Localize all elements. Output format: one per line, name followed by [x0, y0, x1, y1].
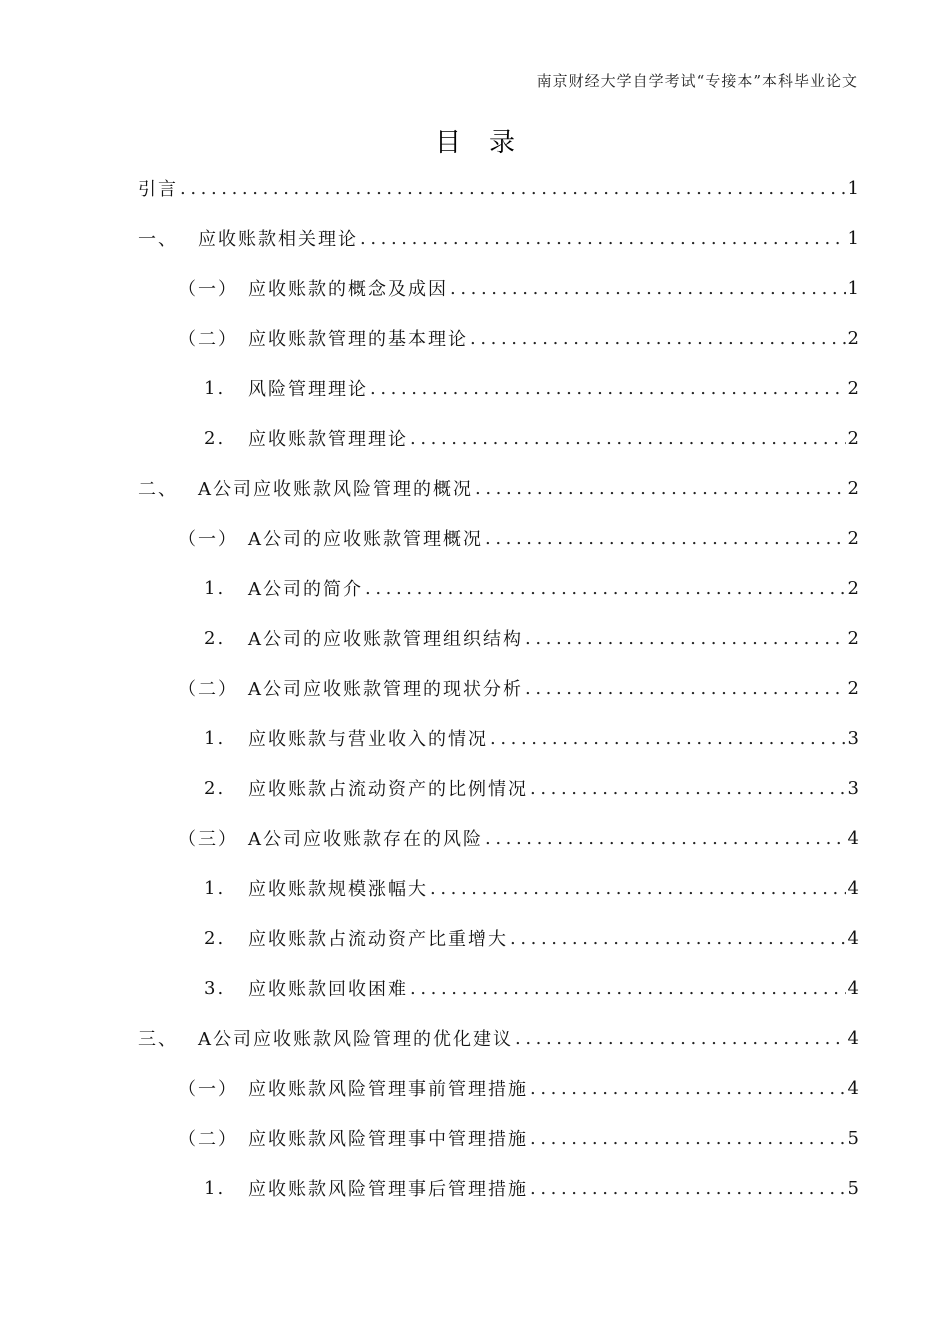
toc-leader-dots [410, 978, 846, 999]
toc-entry-subsection[interactable] [204, 918, 859, 958]
toc-leader-dots [530, 1128, 846, 1149]
toc-page-number: 2 [847, 427, 859, 449]
toc-leader-dots [450, 278, 846, 299]
toc-entry-chapter[interactable] [138, 1018, 859, 1058]
toc-leader-dots [475, 478, 846, 499]
toc-page-number: 5 [847, 1127, 859, 1149]
toc-entry-number: 二、 [138, 479, 178, 500]
toc-entry-section[interactable] [178, 1068, 859, 1108]
toc-page-number: 4 [847, 827, 859, 849]
toc-entry-section[interactable] [178, 518, 859, 558]
toc-entry-number: 1. [204, 877, 226, 899]
toc-entry-number: （一） [178, 279, 238, 300]
toc-page-number: 4 [847, 877, 859, 899]
toc-entry-subsection[interactable] [204, 368, 859, 408]
toc-entry-number: 2. [204, 627, 226, 649]
toc-page-number: 4 [847, 927, 859, 949]
toc-entry-label: A公司的应收账款管理概况 [248, 529, 483, 550]
toc-leader-dots [530, 778, 846, 799]
toc-leader-dots [525, 678, 846, 699]
toc-entry-number: 一、 [138, 229, 178, 250]
toc-entry-label: A公司应收账款风险管理的概况 [198, 479, 473, 500]
toc-entry-subsection[interactable] [204, 968, 859, 1008]
toc-entry-label: 应收账款回收困难 [248, 979, 408, 1000]
toc-entry-subsection[interactable] [204, 768, 859, 808]
toc-leader-dots [485, 828, 846, 849]
toc-entry-section[interactable] [178, 1118, 859, 1158]
toc-leader-dots [430, 878, 846, 899]
toc-entry-label: 应收账款风险管理事后管理措施 [248, 1179, 528, 1200]
toc-page-number: 4 [847, 1027, 859, 1049]
toc-page-number: 2 [847, 627, 859, 649]
toc-entry-section[interactable] [178, 668, 859, 708]
toc-entry-subsection[interactable] [204, 868, 859, 908]
toc-entry-subsection[interactable] [204, 718, 859, 758]
toc-entry-number: 1. [204, 1177, 226, 1199]
toc-leader-dots [525, 628, 846, 649]
toc-entry-label: 应收账款风险管理事中管理措施 [248, 1129, 528, 1150]
toc-page-number: 2 [847, 477, 859, 499]
toc-leader-dots [530, 1178, 846, 1199]
toc-leader-dots [365, 578, 846, 599]
toc-entry-label: 引言 [138, 179, 178, 200]
toc-entry-label: 应收账款与营业收入的情况 [248, 729, 488, 750]
toc-entry-label: 应收账款相关理论 [198, 229, 358, 250]
toc-entry-label: A公司应收账款管理的现状分析 [248, 679, 523, 700]
toc-page-number: 4 [847, 977, 859, 999]
toc-entry-chapter[interactable] [138, 218, 859, 258]
toc-entry-subsection[interactable] [204, 568, 859, 608]
toc-entry-section[interactable] [178, 268, 859, 308]
toc-page-number: 1 [847, 277, 859, 299]
toc-entry-number: （一） [178, 1079, 238, 1100]
toc-entry-label: 应收账款的概念及成因 [248, 279, 448, 300]
toc-page-number: 5 [847, 1177, 859, 1199]
toc-entry-label: 应收账款管理理论 [248, 429, 408, 450]
toc-leader-dots [470, 328, 846, 349]
toc-leader-dots [510, 928, 846, 949]
toc-entry-number: （二） [178, 1129, 238, 1150]
toc-entry-number: 3. [204, 977, 226, 999]
toc-leader-dots [360, 228, 846, 249]
toc-page-number: 2 [847, 377, 859, 399]
toc-entry-label: 应收账款占流动资产比重增大 [248, 929, 508, 950]
toc-entry-chapter[interactable] [138, 468, 859, 508]
toc-entry-number: （一） [178, 529, 238, 550]
toc-entry-label: A公司应收账款风险管理的优化建议 [198, 1029, 513, 1050]
toc-page-number: 2 [847, 577, 859, 599]
toc-leader-dots [485, 528, 846, 549]
toc-entry-label: 应收账款占流动资产的比例情况 [248, 779, 528, 800]
toc-leader-dots [490, 728, 846, 749]
toc-entry-label: A公司应收账款存在的风险 [248, 829, 483, 850]
toc-entry-label: 应收账款管理的基本理论 [248, 329, 468, 350]
toc-page-number: 2 [847, 527, 859, 549]
toc-entry-intro[interactable] [138, 168, 859, 208]
toc-page-number: 3 [847, 727, 859, 749]
toc-entry-number: 2. [204, 427, 226, 449]
toc-page-number: 1 [847, 177, 859, 199]
toc-entry-label: 应收账款规模涨幅大 [248, 879, 428, 900]
toc-page-number: 4 [847, 1077, 859, 1099]
toc-page-number: 2 [847, 677, 859, 699]
toc-entry-number: （二） [178, 329, 238, 350]
toc-entry-number: 2. [204, 927, 226, 949]
page-title: 目录 [434, 128, 543, 158]
toc-entry-label: 应收账款风险管理事前管理措施 [248, 1079, 528, 1100]
toc-entry-number: 1. [204, 377, 226, 399]
toc-entry-section[interactable] [178, 818, 859, 858]
toc-page-number: 3 [847, 777, 859, 799]
toc-entry-subsection[interactable] [204, 1168, 859, 1208]
toc-entry-label: 风险管理理论 [248, 379, 368, 400]
toc-entry-number: （二） [178, 679, 238, 700]
toc-leader-dots [410, 428, 846, 449]
toc-entry-subsection[interactable] [204, 418, 859, 458]
toc-leader-dots [180, 178, 846, 199]
toc-page-number: 1 [847, 227, 859, 249]
toc-entry-number: （三） [178, 829, 238, 850]
toc-entry-number: 三、 [138, 1029, 178, 1050]
toc-page-number: 2 [847, 327, 859, 349]
toc-entry-number: 2. [204, 777, 226, 799]
toc-leader-dots [370, 378, 846, 399]
running-header: 南京财经大学自学考试“专接本”本科毕业论文 [536, 72, 858, 90]
toc-entry-label: A公司的简介 [248, 579, 363, 600]
toc-entry-section[interactable] [178, 318, 859, 358]
toc-entry-subsection[interactable] [204, 618, 859, 658]
toc-entry-number: 1. [204, 577, 226, 599]
toc-leader-dots [530, 1078, 846, 1099]
toc-entry-number: 1. [204, 727, 226, 749]
toc-entry-label: A公司的应收账款管理组织结构 [248, 629, 523, 650]
toc-leader-dots [515, 1028, 846, 1049]
